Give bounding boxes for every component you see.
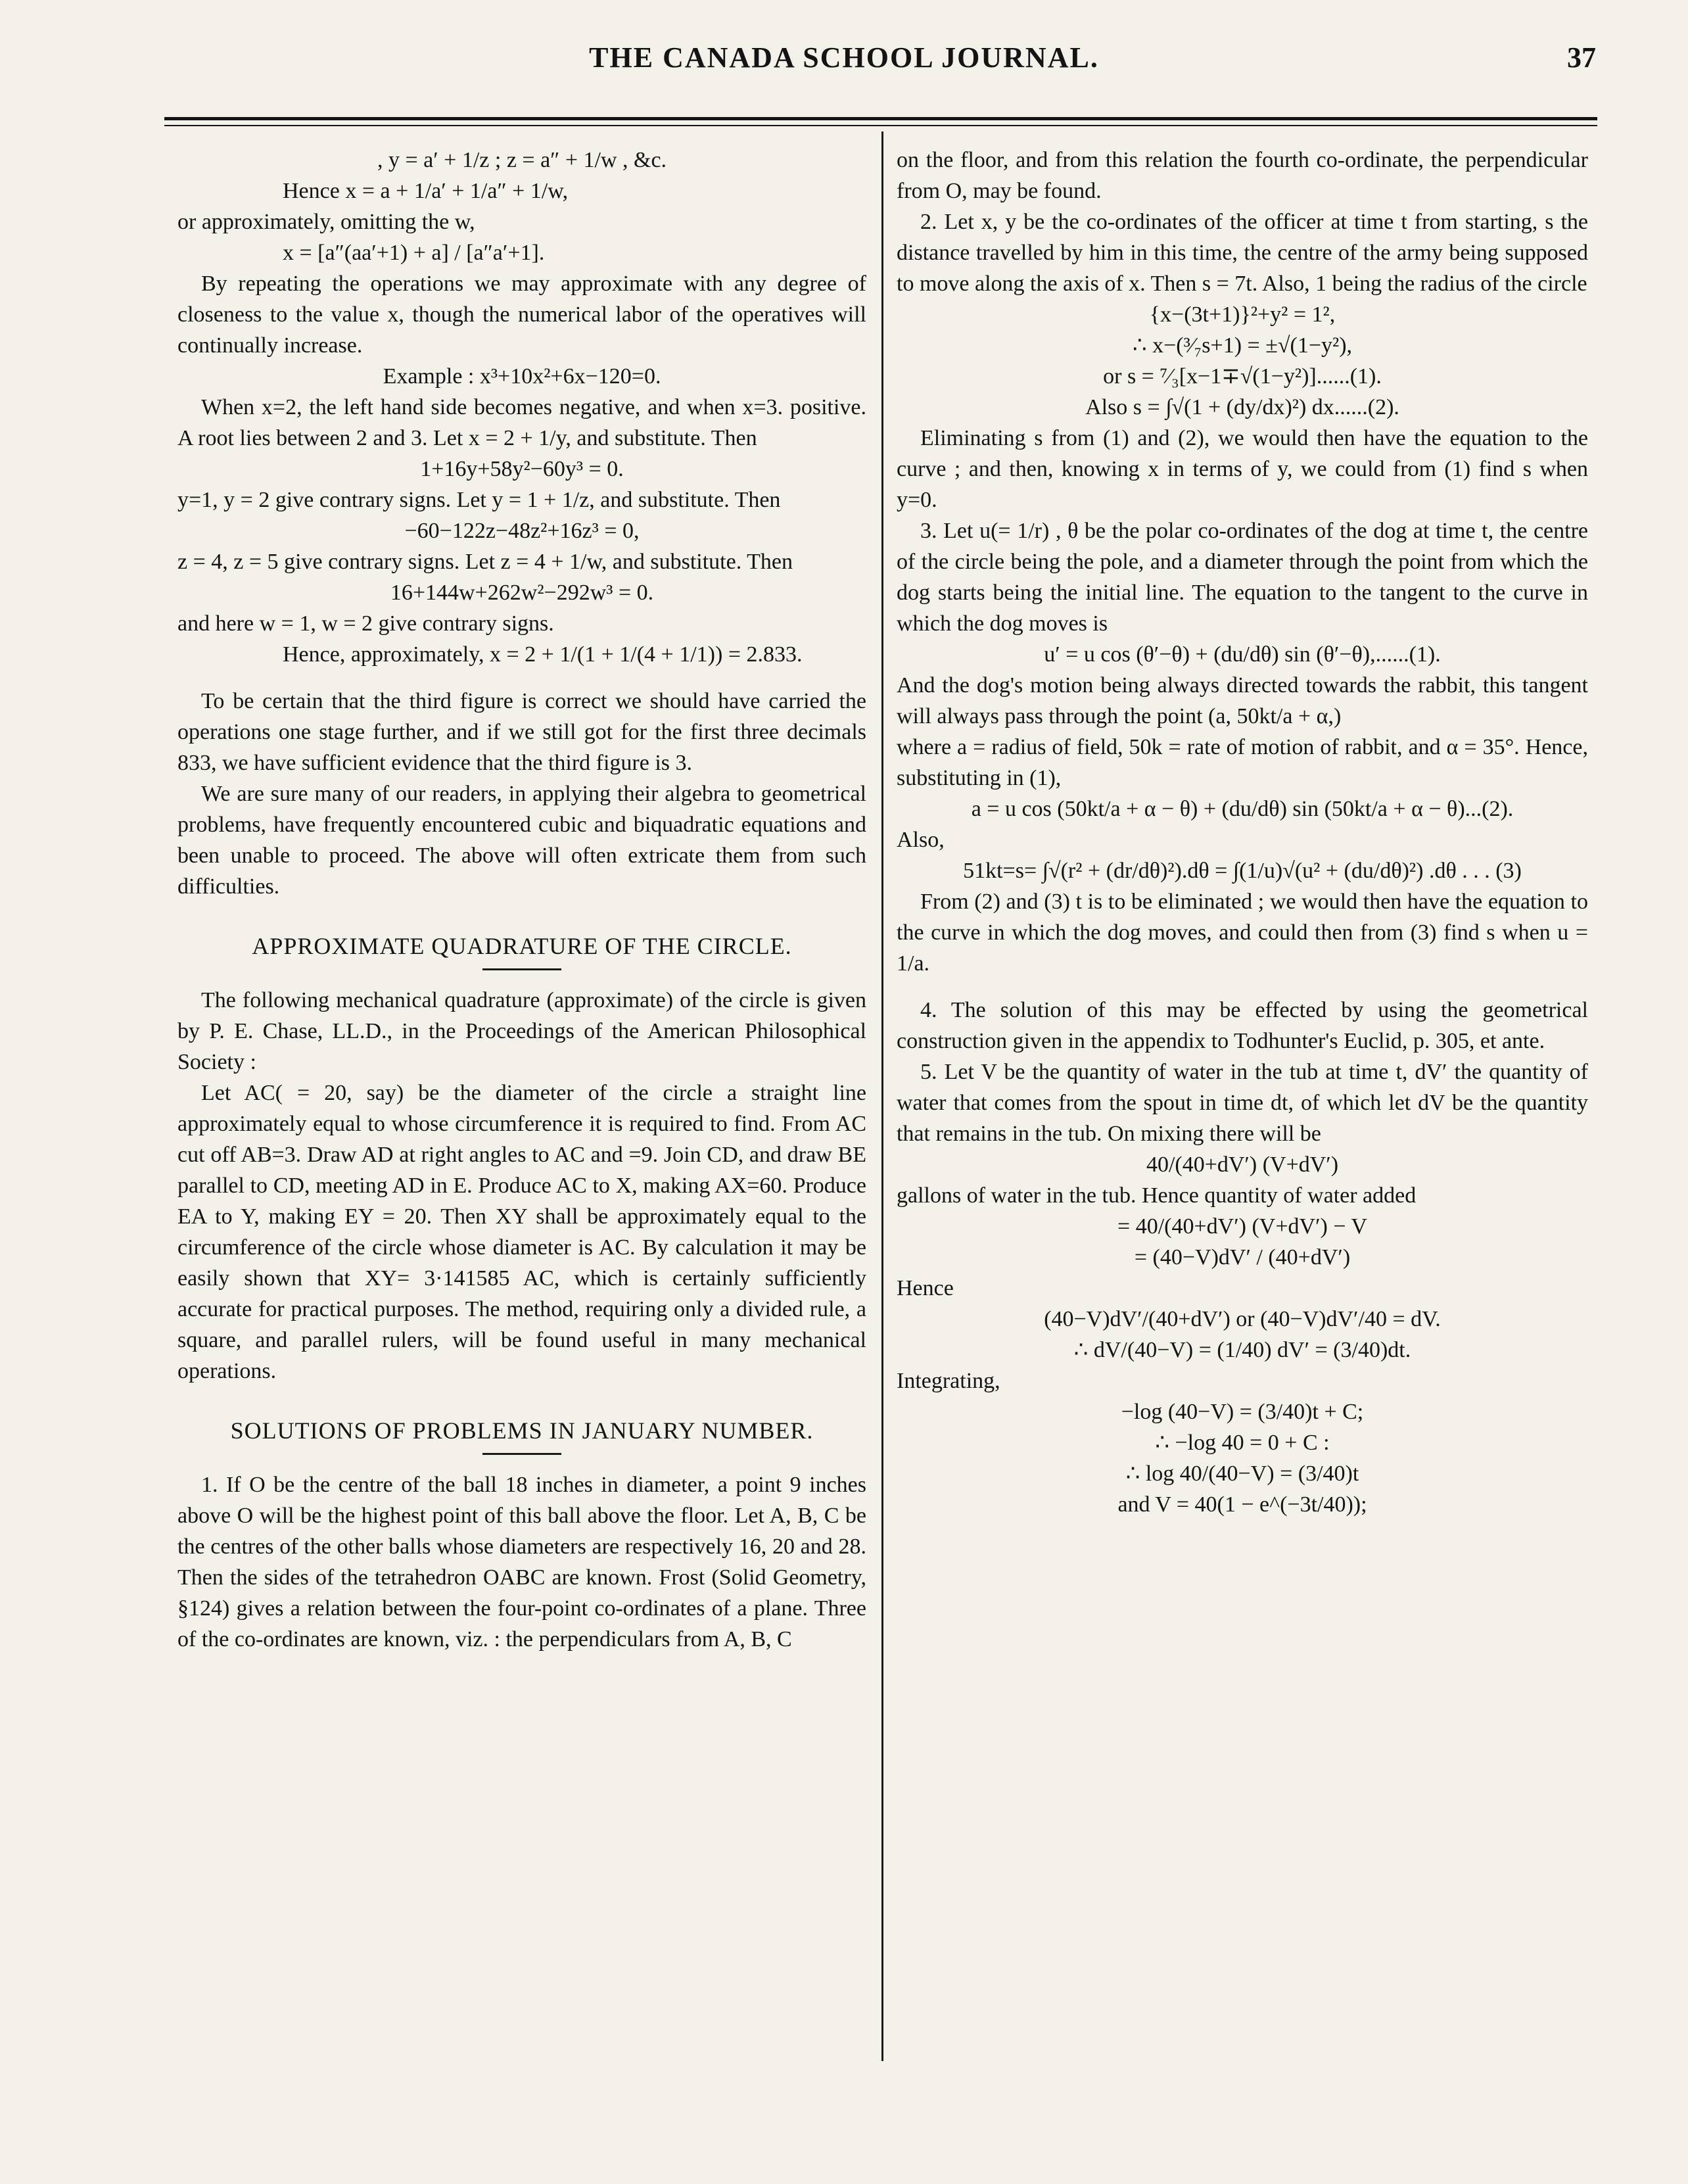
paragraph: on the floor, and from this relation the fourth co-ordinate, the perpendicular from O, may be found. <box>897 148 1588 203</box>
paragraph: Integrating, <box>897 1369 1000 1393</box>
equation: = 40/(40+dV′) (V+dV′) − V <box>1117 1214 1367 1239</box>
equation: 40/(40+dV′) (V+dV′) <box>1146 1152 1339 1177</box>
spacer <box>177 670 866 686</box>
paragraph: gallons of water in the tub. Hence quantity of water added <box>897 1183 1417 1208</box>
equation: u′ = u cos (θ′−θ) + (du/dθ) sin (θ′−θ),......(1). <box>1044 642 1441 667</box>
paragraph: Eliminating s from (1) and (2), we would then have the equation to the curve ; and then, knowing x in terms of y, we could from (1) find s when y=0. <box>897 426 1588 512</box>
column-divider <box>881 131 883 2061</box>
header-rule-thick <box>164 117 1597 120</box>
paragraph: Let AC( = 20, say) be the diameter of the circle a straight line approximately equal to whose circumference it is required to find. From AC cut off AB=3. Draw AD at right angles to AC and =9. Join CD, and draw BE parallel to CD, meeting AD in E. Produce AC to X, making AX=60. Produce EA to Y, making EY = 20. Then XY shall be approximately equal to the circumference of the circle whose diameter is AC. By calculation it may be easily shown that XY= 3·141585 AC, which is certainly sufficiently accurate for practical purposes. The method, requiring only a divided rule, a square, and parallel rulers, will be found useful in many mechanical operations. <box>177 1081 866 1383</box>
equation: 1+16y+58y²−60y³ = 0. <box>420 457 624 481</box>
equation: ∴ log 40/(40−V) = (3/40)t <box>1125 1461 1359 1486</box>
equation: or s = ⁷⁄₃[x−1∓√(1−y²)]......(1). <box>1103 364 1382 389</box>
equation: and V = 40(1 − e^(−3t/40)); <box>1117 1492 1367 1517</box>
equation: x = [a″(aa′+1) + a] / [a″a′+1]. <box>283 241 545 265</box>
section-rule <box>482 1453 561 1455</box>
paragraph: 4. The solution of this may be effected by using the geometrical construction given in the appendix to Todhunter's Euclid, p. 305, et ante. <box>897 998 1588 1053</box>
paragraph: And the dog's motion being always directed towards the rabbit, this tangent will always pass through the point (a, 50kt/a + α,) <box>897 673 1588 728</box>
paragraph: Hence <box>897 1276 954 1300</box>
paragraph: The following mechanical quadrature (approximate) of the circle is given by P. E. Chase, LL.D., in the Proceedings of the American Philosophical Society : <box>177 988 866 1074</box>
equation: {x−(3t+1)}²+y² = 1², <box>1149 302 1336 327</box>
paragraph: To be certain that the third figure is correct we should have carried the operations one stage further, and if we still got for the first three decimals 833, we have sufficient evidence that the third figure is 3. <box>177 689 866 775</box>
paragraph: z = 4, z = 5 give contrary signs. Let z = 4 + 1/w, and substitute. Then <box>177 550 793 574</box>
paragraph: From (2) and (3) t is to be eliminated ; we would then have the equation to the curve in which the dog moves, and could then from (3) find s when u = 1/a. <box>897 890 1588 976</box>
equation: Also s = ∫√(1 + (dy/dx)²) dx......(2). <box>1085 395 1399 419</box>
spacer <box>897 979 1588 995</box>
paragraph: 1. If O be the centre of the ball 18 inches in diameter, a point 9 inches above O will be the highest point of this ball above the floor. Let A, B, C be the centres of the other balls whose diameters are respectively 16, 20 and 28. Then the sides of the tetrahedron OABC are known. Frost (Solid Geometry, §124) gives a relation between the four-point co-ordinates of a plane. Three of the co-ordinates are known, viz. : the perpendiculars from A, B, C <box>177 1473 866 1651</box>
left-column <box>177 145 866 2051</box>
paragraph: 3. Let u(= 1/r) , θ be the polar co-ordinates of the dog at time t, the centre of the circle being the pole, and a diameter through the point from which the dog starts being the initial line. The equation to the tangent to the curve in which the dog moves is <box>897 519 1588 636</box>
equation: = (40−V)dV′ / (40+dV′) <box>1134 1245 1351 1270</box>
equation: , y = a′ + 1/z ; z = a″ + 1/w , &c. <box>377 148 667 172</box>
equation: 16+144w+262w²−292w³ = 0. <box>390 581 654 605</box>
page-header <box>0 41 1688 93</box>
equation: 51kt=s= ∫√(r² + (dr/dθ)²).dθ = ∫(1/u)√(u² + (du/dθ)²) .dθ . . . (3) <box>963 859 1522 883</box>
section-rule <box>482 968 561 970</box>
page-number: 37 <box>1567 41 1596 74</box>
paragraph: 5. Let V be the quantity of water in the tub at time t, dV′ the quantity of water that comes from the spout in time dt, of which let dV be the quantity that remains in the tub. On mixing there will be <box>897 1060 1588 1146</box>
equation: ∴ x−(³⁄₇s+1) = ±√(1−y²), <box>1132 333 1353 358</box>
paragraph: where a = radius of field, 50k = rate of motion of rabbit, and α = 35°. Hence, substituting in (1), <box>897 735 1588 790</box>
paragraph: By repeating the operations we may approximate with any degree of closeness to the value x, though the numerical labor of the operatives will continually increase. <box>177 272 866 358</box>
section-heading: APPROXIMATE QUADRATURE OF THE CIRCLE. <box>252 933 792 959</box>
equation: Hence, approximately, x = 2 + 1/(1 + 1/(4 + 1/1)) = 2.833. <box>283 642 803 667</box>
equation: Hence x = a + 1/a′ + 1/a″ + 1/w, <box>283 179 569 203</box>
equation: (40−V)dV′/(40+dV′) or (40−V)dV′/40 = dV. <box>1044 1307 1441 1331</box>
header-rule-thin <box>164 125 1597 126</box>
paragraph: We are sure many of our readers, in applying their algebra to geometrical problems, have frequently encountered cubic and biquadratic equations and been unable to proceed. The above will often extricate them from such difficulties. <box>177 782 866 899</box>
equation: ∴ −log 40 = 0 + C : <box>1155 1431 1330 1455</box>
paragraph: or approximately, omitting the w, <box>177 210 475 234</box>
equation: −log (40−V) = (3/40)t + C; <box>1121 1400 1364 1424</box>
paragraph: Also, <box>897 828 945 852</box>
equation: ∴ dV/(40−V) = (1/40) dV′ = (3/40)dt. <box>1073 1338 1411 1362</box>
paragraph: and here w = 1, w = 2 give contrary signs. <box>177 611 554 636</box>
equation: −60−122z−48z²+16z³ = 0, <box>404 519 640 543</box>
equation: a = u cos (50kt/a + α − θ) + (du/dθ) sin (50kt/a + α − θ)...(2). <box>971 797 1514 821</box>
right-column <box>897 145 1588 2051</box>
paragraph: y=1, y = 2 give contrary signs. Let y = 1 + 1/z, and substitute. Then <box>177 488 781 512</box>
equation: Example : x³+10x²+6x−120=0. <box>383 364 661 389</box>
journal-title: THE CANADA SCHOOL JOURNAL. <box>589 41 1099 74</box>
paragraph: 2. Let x, y be the co-ordinates of the officer at time t from starting, s the distance travelled by him in this time, the centre of the army being supposed to move along the axis of x. Then s = 7t. Also, 1 being the radius of the circle <box>897 210 1588 296</box>
section-heading: SOLUTIONS OF PROBLEMS IN JANUARY NUMBER. <box>230 1417 814 1444</box>
paragraph: When x=2, the left hand side becomes negative, and when x=3. positive. A root lies between 2 and 3. Let x = 2 + 1/y, and substitute. Then <box>177 395 866 450</box>
